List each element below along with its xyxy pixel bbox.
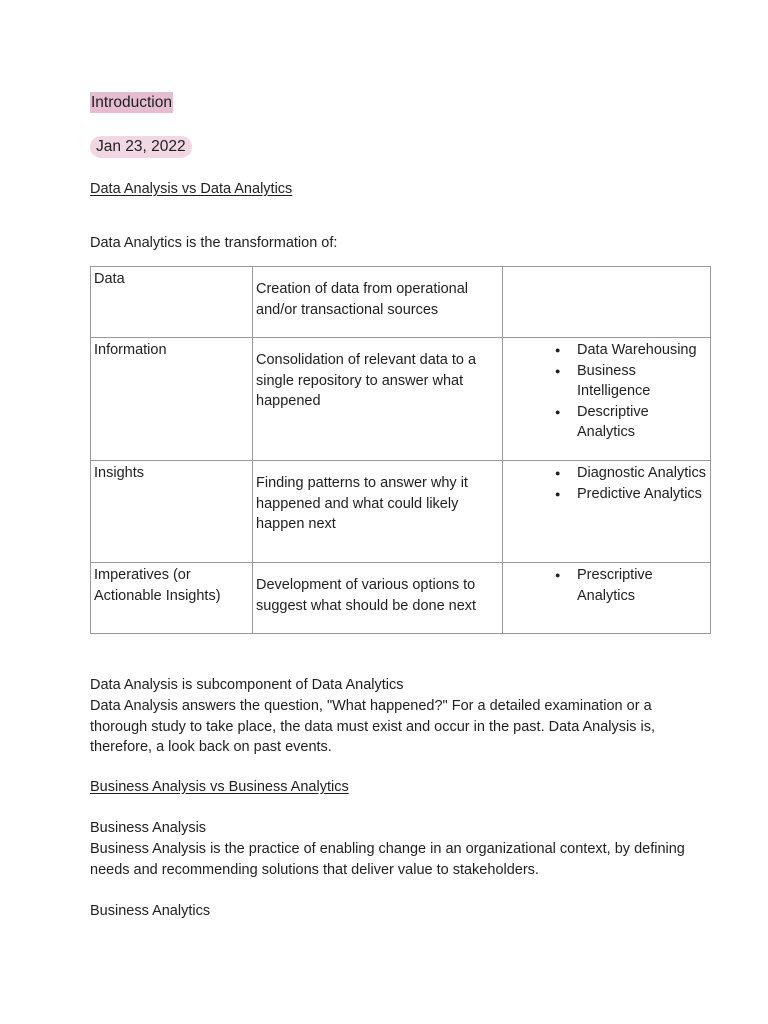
table-row: [91, 461, 711, 563]
row-examples: [503, 267, 711, 338]
row-examples: [503, 338, 711, 461]
section-heading-data-analysis: Data Analysis vs Data Analytics: [90, 181, 293, 197]
analysis-subcomponent-line: Data Analysis is subcomponent of Data Analytics: [90, 677, 404, 693]
business-analysis-text: Business Analysis is the practice of enabling change in an organizational context, by defining needs and recommending solutions that deliver value to stakeholders.: [90, 841, 685, 878]
list-item: ● Prescriptive Analytics: [577, 565, 707, 606]
table-row: [91, 563, 711, 634]
row-term: Imperatives (or Actionable Insights): [91, 563, 253, 634]
business-analytics-heading: Business Analytics: [90, 903, 211, 919]
row-description: Finding patterns to answer why it happened and what could likely happen next: [253, 461, 503, 563]
list-item: ● Business Intelligence: [577, 361, 707, 402]
row-examples: [503, 461, 711, 563]
row-term: Insights: [91, 461, 253, 563]
list-item: ● Data Warehousing: [577, 340, 707, 361]
examples-list: [506, 565, 707, 606]
doc-title: Introduction: [91, 94, 172, 111]
row-term: Information: [91, 338, 253, 461]
list-item: ● Diagnostic Analytics: [577, 463, 707, 484]
intro-line: Data Analytics is the transformation of:: [90, 235, 338, 251]
row-term: Data: [91, 267, 253, 338]
row-description: Consolidation of relevant data to a single repository to answer what happened: [253, 338, 503, 461]
examples-list: [506, 340, 707, 443]
analysis-description: Data Analysis answers the question, "What happened?" For a detailed examination or a thorough study to take place, the data must exist and occur in the past. Data Analysis is, therefore, a look back on past events.: [90, 698, 656, 755]
row-examples: [503, 563, 711, 634]
business-analysis-heading: Business Analysis: [90, 820, 207, 836]
section-heading-business-analysis: Business Analysis vs Business Analytics: [90, 779, 349, 795]
list-item: ● Predictive Analytics: [577, 484, 707, 505]
date-chip[interactable]: Jan 23, 2022: [90, 136, 192, 158]
transformation-table: [90, 266, 711, 634]
table-row: [91, 267, 711, 338]
row-description: Development of various options to suggest what should be done next: [253, 563, 503, 634]
table-row: [91, 338, 711, 461]
row-description: Creation of data from operational and/or transactional sources: [253, 267, 503, 338]
examples-list: [506, 463, 707, 504]
list-item: ● Descriptive Analytics: [577, 402, 707, 443]
